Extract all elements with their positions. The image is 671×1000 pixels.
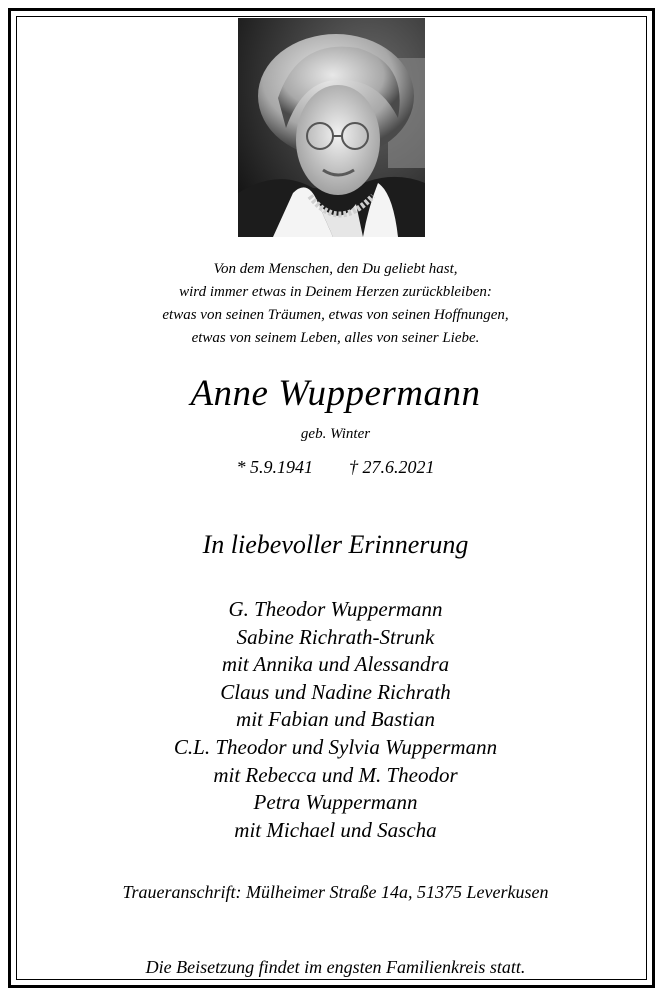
mourning-address: Traueranschrift: Mülheimer Straße 14a, 51375 Leverkusen (122, 882, 549, 902)
mourners-list (0, 596, 671, 844)
funeral-note: Die Beisetzung findet im engsten Familienkreis statt. (145, 957, 526, 977)
mourner-line: mit Fabian und Bastian (236, 707, 435, 732)
poem-line: etwas von seinen Träumen, etwas von seinen Hoffnungen, (162, 307, 509, 323)
deceased-name: Anne Wuppermann (190, 373, 481, 414)
death-date: † 27.6.2021 (349, 457, 435, 477)
mourner-line: C.L. Theodor und Sylvia Wuppermann (173, 734, 498, 759)
mourner-line: Sabine Richrath-Strunk (236, 624, 435, 649)
portrait-photo (238, 18, 425, 237)
mourner-line: G. Theodor Wuppermann (228, 597, 443, 621)
mourner-line: Claus und Nadine Richrath (220, 679, 451, 704)
life-dates (0, 455, 671, 479)
mourner-line: mit Annika und Alessandra (221, 652, 450, 677)
poem (0, 258, 671, 350)
poem-line: Von dem Menschen, den Du geliebt hast, (213, 261, 458, 277)
mourner-line: mit Michael und Sascha (234, 817, 437, 842)
poem-line: wird immer etwas in Deinem Herzen zurückbleiben: (179, 284, 492, 300)
mourner-line: mit Rebecca und M. Theodor (213, 762, 458, 787)
poem-line: etwas von seinem Leben, alles von seiner Liebe. (191, 330, 480, 346)
mourner-line: Petra Wuppermann (253, 790, 418, 815)
birth-date: * 5.9.1941 (236, 457, 313, 477)
portrait-photo-icon (238, 18, 425, 237)
memory-heading: In liebevoller Erinnerung (202, 530, 469, 559)
maiden-name: geb. Winter (300, 426, 371, 442)
